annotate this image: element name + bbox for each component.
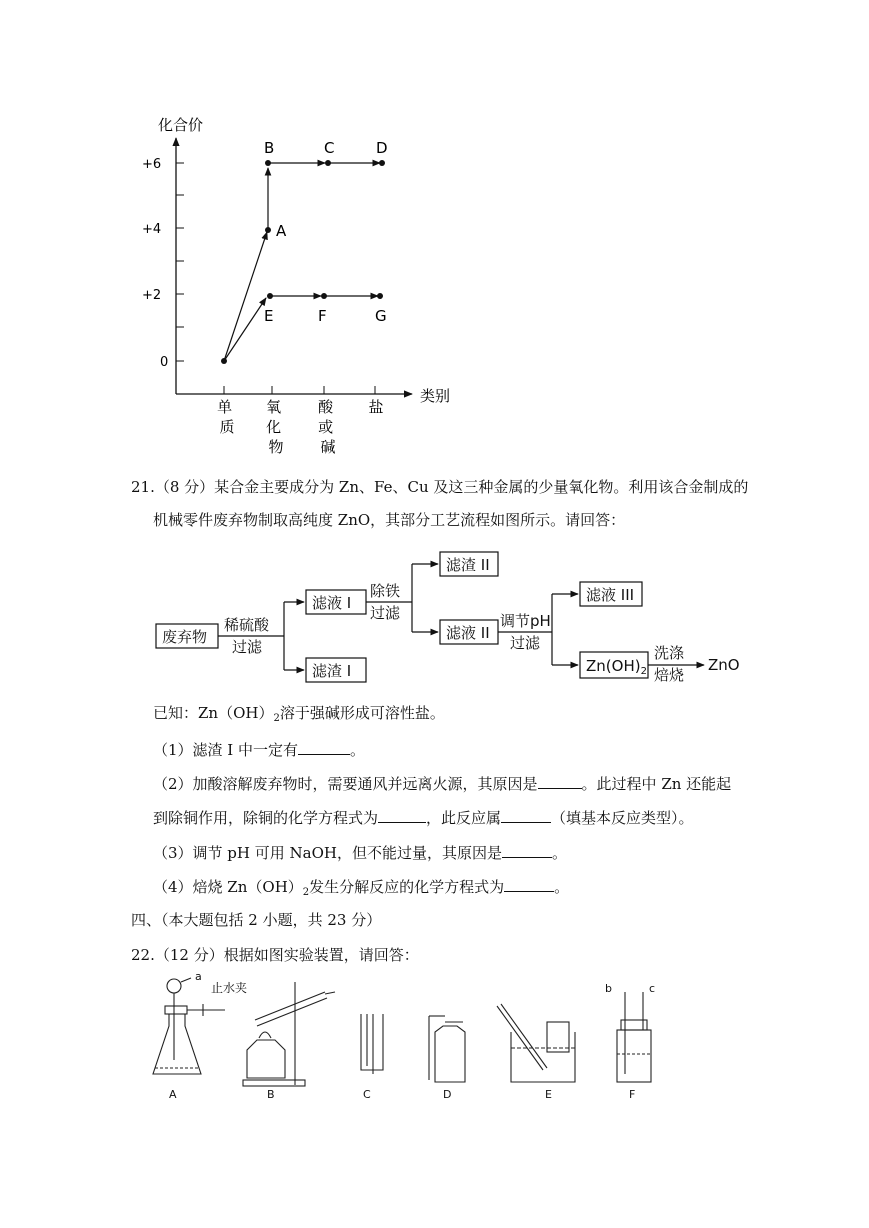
y-tick-plus6: +6 — [142, 157, 162, 172]
category-element: 单 质 — [217, 398, 235, 436]
answer-blank[interactable] — [298, 738, 350, 755]
point-F — [321, 293, 327, 299]
apparatus-figure — [145, 970, 675, 1105]
label-B: B — [264, 139, 275, 157]
point-C — [325, 160, 331, 166]
label-c: c — [649, 982, 656, 995]
apparatus-C — [361, 1014, 383, 1074]
q21-part-4: （4）焙烧 $Zn(OH)_2$发生分解反应的化学方程式为 。 — [153, 875, 569, 903]
label-C: C — [324, 139, 335, 157]
y-tick-plus2: +2 — [142, 288, 162, 303]
category-salt: 盐 — [368, 398, 384, 416]
step4-wash: 洗涤 — [654, 644, 685, 662]
answer-blank[interactable] — [378, 806, 426, 823]
category-acid-base: 酸 或 碱 — [318, 398, 336, 456]
answer-blank[interactable] — [502, 841, 552, 858]
apparatus-F — [617, 992, 651, 1082]
point-A — [265, 227, 271, 233]
apparatus-label-E: E — [545, 1088, 552, 1101]
apparatus-B — [243, 982, 335, 1086]
point-D — [379, 160, 385, 166]
q21-line-2: 机械零件废弃物制取高纯度 ZnO，其部分工艺流程如图所示。请回答： — [153, 511, 626, 529]
filtrate-1-label: 滤液 I — [312, 594, 352, 612]
step4-roast: 焙烧 — [654, 666, 685, 684]
apparatus-label-D: D — [443, 1088, 452, 1101]
process-flow-diagram — [150, 545, 760, 690]
q22-line-1: 22.（12 分）根据如图实验装置，请回答： — [131, 946, 419, 964]
answer-blank[interactable] — [538, 772, 582, 789]
waste-label: 废弃物 — [162, 628, 208, 646]
q21-part-2-cont: 到除铜作用，除铜的化学方程式为 ，此反应属 （填基本反应类型）。 — [153, 806, 694, 828]
label-G: G — [375, 307, 387, 325]
label-F: F — [318, 307, 327, 325]
label-D: D — [376, 139, 388, 157]
q21-part-1: （1）滤渣 I 中一定有 。 — [153, 738, 365, 760]
y-axis-label: 化合价 — [158, 116, 204, 134]
filtrate-2-label: 滤液 II — [446, 624, 490, 642]
filtrate-3-label: 滤液 III — [586, 586, 635, 604]
apparatus-label-F: F — [629, 1088, 636, 1101]
point-origin — [221, 358, 227, 364]
step2-reagent: 除铁 — [370, 582, 401, 600]
znoh2-label: $Zn(OH)_2$ — [586, 657, 647, 677]
apparatus-D — [429, 1016, 465, 1082]
residue-1-label: 滤渣 I — [312, 662, 352, 680]
point-E — [267, 293, 273, 299]
apparatus-label-A: A — [169, 1088, 177, 1101]
step2-operation: 过滤 — [370, 604, 401, 622]
point-G — [377, 293, 383, 299]
answer-blank[interactable] — [504, 875, 554, 892]
y-tick-zero: 0 — [160, 355, 169, 370]
arrow-origin-to-A — [224, 232, 267, 361]
q21-known: 已知：$Zn(OH)_2$溶于强碱形成可溶性盐。 — [153, 704, 445, 724]
q21-part-3: （3）调节 pH 可用 NaOH，但不能过量，其原因是 。 — [153, 841, 567, 863]
q21-line-1: 21.（8 分）某合金主要成分为 Zn、Fe、Cu 及这三种金属的少量氧化物。利用该合金制成的 — [131, 478, 749, 496]
category-oxide: 氧 化 物 — [266, 398, 284, 456]
label-b: b — [605, 982, 612, 995]
x-axis-label: 类别 — [420, 387, 451, 405]
section-4-heading: 四、（本大题包括 2 小题，共 23 分） — [131, 911, 382, 929]
valence-chart — [140, 110, 470, 465]
apparatus-label-B: B — [267, 1088, 275, 1101]
arrow-origin-to-E — [224, 298, 266, 361]
product-zno: ZnO — [708, 656, 740, 674]
answer-blank[interactable] — [501, 806, 551, 823]
label-a: a — [195, 970, 202, 983]
q21-part-2: （2）加酸溶解废弃物时，需要通风并远离火源，其原因是 。此过程中 Zn 还能起 — [153, 772, 731, 794]
apparatus-E — [497, 1004, 575, 1082]
step3-operation: 过滤 — [510, 634, 541, 652]
label-E: E — [264, 307, 274, 325]
y-tick-plus4: +4 — [142, 222, 162, 237]
clip-label: 止水夹 — [211, 981, 248, 995]
residue-2-label: 滤渣 II — [446, 556, 490, 574]
point-B — [265, 160, 271, 166]
step3-reagent: 调节pH — [500, 612, 551, 630]
apparatus-label-C: C — [363, 1088, 371, 1101]
step1-operation: 过滤 — [232, 638, 263, 656]
step1-reagent: 稀硫酸 — [224, 616, 270, 634]
label-A: A — [276, 222, 287, 240]
